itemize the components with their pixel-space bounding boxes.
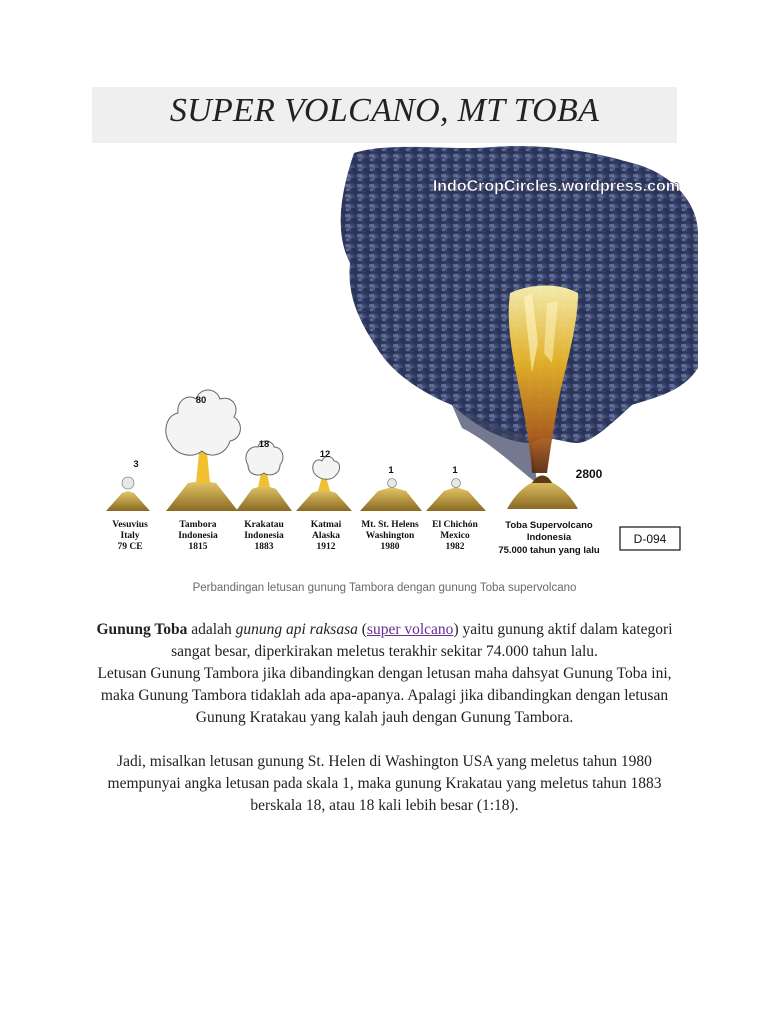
label-katmai-name: Katmai bbox=[310, 520, 342, 530]
figure-caption: Perbandingan letusan gunung Tambora dengan gunung Toba supervolcano bbox=[192, 582, 577, 594]
intro-text-a: adalah bbox=[187, 621, 236, 638]
title-banner bbox=[92, 87, 677, 143]
scale-st-helens: 1 bbox=[388, 465, 394, 476]
figure-code: D-094 bbox=[633, 532, 667, 546]
paragraph-tambora: Letusan Gunung Tambora jika dibandingkan dengan letusan maha dahsyat Gunung Toba ini, maka Gunung Tambora tidaklah ada apa-apanya. Apalagi jika dibandingkan dengan letusan Gunung Kratakau yang kalah jauh dengan Gunung Tambora. bbox=[97, 665, 672, 726]
el-chichon-icon bbox=[426, 479, 486, 512]
label-st-helens-country: Washington bbox=[365, 531, 415, 541]
label-toba-year: 75.000 tahun yang lalu bbox=[498, 545, 600, 556]
scale-katmai: 12 bbox=[319, 449, 331, 460]
intro-text-c: ) yaitu gunung aktif dalam kategori sangat besar, diperkirakan meletus terakhir sekitar 74.000 tahun lalu. bbox=[171, 621, 673, 660]
label-el-chichon-country: Mexico bbox=[440, 531, 470, 541]
label-vesuvius-name: Vesuvius bbox=[112, 520, 148, 530]
toba-cone bbox=[507, 476, 578, 510]
label-vesuvius-country: Italy bbox=[120, 531, 140, 541]
label-katmai-year: 1912 bbox=[316, 542, 336, 552]
label-tambora-country: Indonesia bbox=[178, 531, 218, 541]
scale-krakatau: 18 bbox=[258, 439, 270, 450]
intro-bold-term: Gunung Toba bbox=[96, 621, 188, 638]
label-vesuvius-year: 79 CE bbox=[117, 542, 143, 552]
vesuvius-icon bbox=[106, 477, 150, 511]
label-krakatau-country: Indonesia bbox=[244, 531, 284, 541]
scale-vesuvius: 3 bbox=[133, 459, 139, 470]
katmai-icon bbox=[296, 457, 352, 512]
st-helens-icon bbox=[360, 479, 422, 512]
paragraph-intro bbox=[92, 619, 677, 663]
intro-text-b: ( bbox=[357, 621, 367, 638]
label-toba-name: Toba Supervolcano bbox=[505, 520, 593, 531]
page-title: SUPER VOLCANO, MT TOBA bbox=[169, 92, 600, 129]
article-body bbox=[92, 619, 677, 817]
label-katmai-country: Alaska bbox=[312, 531, 340, 541]
volcano-illustration bbox=[92, 143, 698, 573]
super-volcano-link[interactable]: super volcano bbox=[366, 621, 454, 638]
tambora-icon bbox=[166, 390, 241, 511]
label-krakatau-name: Krakatau bbox=[244, 520, 284, 530]
label-st-helens-year: 1980 bbox=[380, 542, 400, 552]
intro-italic-term: gunung api raksasa bbox=[235, 621, 358, 638]
scale-el-chichon: 1 bbox=[452, 465, 458, 476]
label-tambora-name: Tambora bbox=[179, 520, 217, 530]
figure-code-box bbox=[620, 527, 680, 550]
watermark: IndoCropCircles.wordpress.com bbox=[432, 178, 680, 195]
volcano-comparison-figure bbox=[92, 143, 698, 573]
label-el-chichon-year: 1982 bbox=[445, 542, 465, 552]
label-toba-country: Indonesia bbox=[526, 532, 572, 543]
paragraph-spacer bbox=[92, 729, 677, 751]
paragraph-scale: Jadi, misalkan letusan gunung St. Helen di Washington USA yang meletus tahun 1980 mempunyai angka letusan pada skala 1, maka gunung Krakatau yang meletus tahun 1883 berskala 18, atau 18 kali lebih besar (1:18). bbox=[107, 753, 662, 814]
label-el-chichon-name: El Chichón bbox=[432, 520, 478, 530]
scale-tambora: 80 bbox=[195, 395, 207, 406]
scale-toba: 2800 bbox=[575, 467, 603, 481]
label-tambora-year: 1815 bbox=[188, 542, 208, 552]
label-st-helens-name: Mt. St. Helens bbox=[361, 520, 419, 530]
krakatau-icon bbox=[236, 441, 292, 511]
label-krakatau-year: 1883 bbox=[254, 542, 274, 552]
